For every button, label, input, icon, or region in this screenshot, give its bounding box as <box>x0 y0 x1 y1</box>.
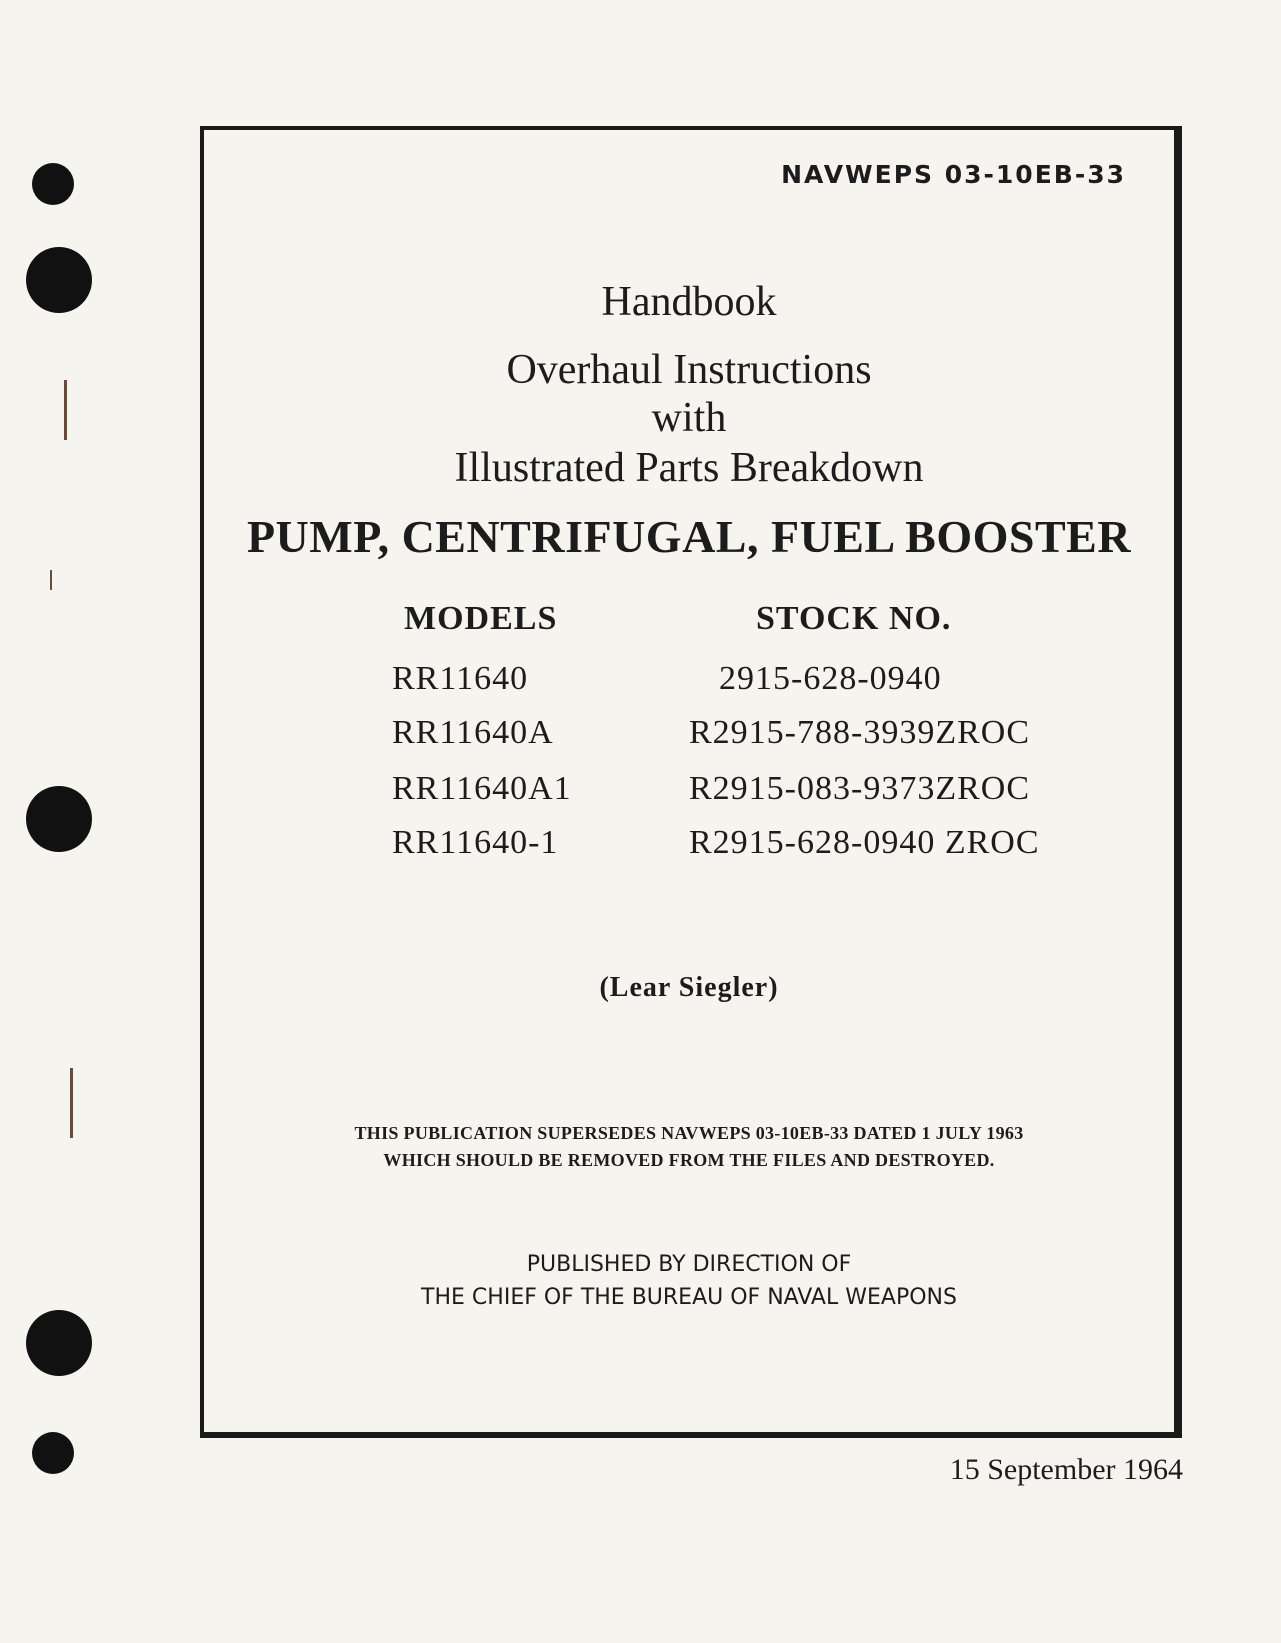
stock-cell: R2915-083-9373ZROC <box>689 770 1030 807</box>
binder-hole <box>26 1310 92 1376</box>
stock-cell: R2915-788-3939ZROC <box>689 714 1030 751</box>
supersede-line: THIS PUBLICATION SUPERSEDES NAVWEPS 03-10EB-33 DATED 1 JULY 1963 <box>354 1123 1024 1143</box>
document-number: NAVWEPS 03-10EB-33 <box>781 160 1126 189</box>
scan-mark <box>50 570 52 590</box>
binder-hole <box>26 247 92 313</box>
model-cell: RR11640-1 <box>392 824 559 861</box>
manufacturer: (Lear Siegler) <box>599 972 779 1003</box>
supersede-notice <box>204 1120 1174 1174</box>
title-with: with <box>651 395 727 441</box>
cover-frame <box>200 126 1182 1438</box>
title-illustrated: Illustrated Parts Breakdown <box>454 445 924 491</box>
publication-date: 15 September 1964 <box>949 1453 1183 1486</box>
model-cell: RR11640 <box>392 660 529 697</box>
models-header: MODELS <box>404 600 558 637</box>
model-cell: RR11640A1 <box>392 770 572 807</box>
publisher-line: PUBLISHED BY DIRECTION OF <box>526 1252 852 1277</box>
binder-hole <box>32 1432 74 1474</box>
title-overhaul: Overhaul Instructions <box>506 347 872 393</box>
stock-cell: 2915-628-0940 <box>719 660 942 697</box>
model-cell: RR11640A <box>392 714 554 751</box>
supersede-line: WHICH SHOULD BE REMOVED FROM THE FILES AND DESTROYED. <box>383 1150 995 1170</box>
stock-header: STOCK NO. <box>756 600 952 637</box>
binder-hole <box>32 163 74 205</box>
scan-mark <box>70 1068 73 1138</box>
binder-hole <box>26 786 92 852</box>
stock-cell: R2915-628-0940 ZROC <box>689 824 1040 861</box>
title-handbook: Handbook <box>601 279 777 325</box>
publisher-line: THE CHIEF OF THE BUREAU OF NAVAL WEAPONS <box>421 1285 957 1310</box>
scan-mark <box>64 380 67 440</box>
subject-title: PUMP, CENTRIFUGAL, FUEL BOOSTER <box>246 511 1132 562</box>
publisher-notice <box>204 1248 1174 1314</box>
